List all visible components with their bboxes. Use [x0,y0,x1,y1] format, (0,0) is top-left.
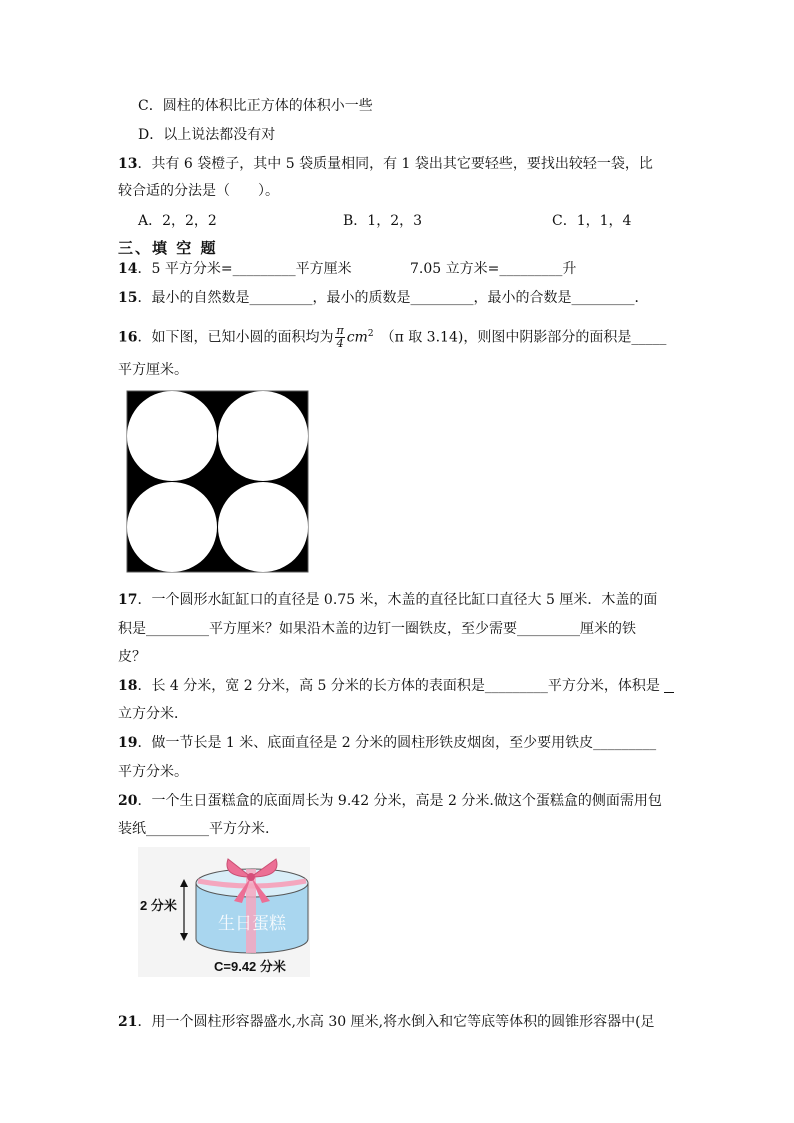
circles-figure [126,390,309,573]
q13-option-c: C．1，1，4 [552,213,632,229]
q20-line-2: 装纸_________平方分米. [118,821,270,837]
q16-number: 16 [118,329,138,346]
q18-blank-underline [664,692,674,693]
q18-line-2: 立方分米． [118,706,188,722]
q19-line-2: 平方分米。 [118,764,188,780]
q18-number: 18 [118,678,138,694]
q13-number: 13 [118,156,138,172]
q17-line-3: 皮？ [118,649,146,665]
q14-part-2: 7.05 立方米=_________升 [410,261,577,277]
q12-option-d: D．以上说法都没有对 [138,127,276,143]
q16-line-1 [118,325,666,350]
q18-line-1 [118,677,660,695]
height-arrow-bottom [180,933,188,941]
figure-circle-top-left [127,391,217,481]
q13-text-1: ．共有 6 袋橙子，其中 5 袋质量相同，有 1 袋出其它要轻些，要找出较轻一袋，比 [137,156,653,172]
cake-box-drawing [138,847,310,977]
q13-option-b: B．1，2，3 [343,213,423,229]
figure-circle-top-right [218,391,308,481]
q15-text: ．最小的自然数是_________，最小的质数是_________，最小的合数是_________． [137,290,649,306]
q20-text-1: ．一个生日蛋糕盒的底面周长为 9.42 分米，高是 2 分米.做这个蛋糕盒的侧面需用包 [137,793,662,809]
cake-box-text: 生日蛋糕 [218,914,286,933]
q16-line-2: 平方厘米。 [118,362,188,378]
q20-number: 20 [118,793,138,809]
circumference-label: C=9.42 分米 [214,959,286,974]
q17-line-1 [118,591,657,609]
q19-line-1 [118,734,656,752]
q19-number: 19 [118,735,138,751]
q20-line-1 [118,792,662,810]
q13-line-1 [118,155,653,173]
q16-fraction-denominator: 4 [336,337,344,351]
q19-text-1: ．做一节长是 1 米、底面直径是 2 分米的圆柱形铁皮烟囱，至少要用铁皮_________ [137,735,657,751]
q16-unit-exponent: 2 [367,329,374,339]
q17-line-2: 积是_________平方厘米？如果沿木盖的边钉一圈铁皮，至少需要_________厘米的铁 [118,621,636,637]
figure-circle-bottom-left [127,482,217,572]
q14-part-1: ．5 平方分米=_________平方厘米 [137,261,352,277]
q13-option-a: A．2，2，2 [138,213,217,229]
section-title: 三、填 空 题 [118,239,218,257]
cake-box-figure [138,847,310,977]
q14-line [118,260,352,278]
q18-text-1: ．长 4 分米，宽 2 分米，高 5 分米的长方体的表面积是_________平方分米，体积是 [137,678,660,694]
q14-number: 14 [118,261,138,277]
figure-circle-bottom-right [218,482,308,572]
q15-line [118,289,648,307]
q21-text-1: ．用一个圆柱形容器盛水,水高 30 厘米,将水倒入和它等底等体积的圆锥形容器中(足 [137,1014,655,1030]
q16-text-before: ．如下图，已知小圆的面积均为 [137,329,334,346]
height-arrow-top [180,879,188,887]
q21-line-1 [118,1013,655,1031]
q15-number: 15 [118,290,138,306]
q17-number: 17 [118,592,138,608]
bow-knot [247,873,255,881]
height-label: 2 分米 [140,898,177,913]
q16-unit: cm [346,329,368,346]
q12-option-c: C．圆柱的体积比正方体的体积小一些 [138,98,373,114]
q16-fraction [335,325,344,350]
q17-text-1: ．一个圆形水缸缸口的直径是 0.75 米，木盖的直径比缸口直径大 5 厘米．木盖的面 [137,592,658,608]
q21-number: 21 [118,1014,138,1030]
q16-fraction-numerator: π [336,324,344,338]
q13-line-2: 较合适的分法是（ ）。 [118,183,279,199]
q16-text-after: （π 取 3.14)，则图中阴影部分的面积是_____ [387,329,667,346]
